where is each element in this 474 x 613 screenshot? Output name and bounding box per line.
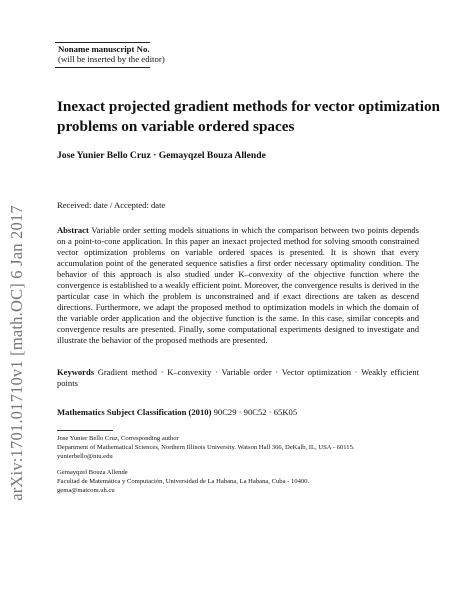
msc-label: Mathematics Subject Classification (2010) <box>57 407 212 417</box>
manuscript-note: (will be inserted by the editor) <box>58 54 165 65</box>
author2-name: Gemayqzel Bouza Allende <box>57 469 128 476</box>
manuscript-bottom-rule <box>55 67 150 68</box>
manuscript-top-rule <box>55 42 150 43</box>
footnotes <box>57 434 402 495</box>
footnote-rule <box>57 430 113 431</box>
arxiv-id: arXiv:1701.01710v1 [math.OC] 6 Jan 2017 <box>7 205 26 501</box>
paper-authors: Jose Yunier Bello Cruz · Gemayqzel Bouza Allende <box>57 150 266 161</box>
msc-codes: 90C29 · 90C52 · 65K05 <box>213 407 298 417</box>
abstract-text: Variable order setting models situations in which the comparison between two points depends on a point-to-cone application. In this paper an inexact projected method for solving smooth constrained vector optimization problems on variable ordered spaces is presented. It is shown that every accumulation point of the generated sequence satisfies a first order necessary optimality condition. The behavior of this approach is also studied under K–convexity of the objective function where the convergence is established to a weakly efficient point. Moreover, the convergence results is derived in the particular case in which the problem is unconstrained and if exact directions are taken as descend directions. Furthermore, we adapt the proposed method to optimization models in which the domain of the variable order application and the objective function is the same. In this case, similar concepts and convergence results are presented. Finally, some computational experiments designed to investigate and illustrate the behavior of the proposed methods are presented. <box>57 225 420 346</box>
keywords-text: Gradient method · K–convexity · Variable order · Vector optimization · Weakly efficient points <box>57 367 419 389</box>
msc-classification <box>57 407 297 417</box>
received-dates: Received: date / Accepted: date <box>57 200 166 210</box>
author1-name: Jose Yunier Bello Cruz, Corresponding author <box>57 435 179 442</box>
manuscript-number: Noname manuscript No. <box>58 44 150 54</box>
paper-title: Inexact projected gradient methods for vector optimization problems on variable ordered spaces <box>57 98 440 135</box>
arxiv-sidebar-stamp <box>6 138 28 568</box>
manuscript-box <box>58 44 165 65</box>
abstract-label: Abstract <box>57 225 89 235</box>
abstract <box>57 225 419 347</box>
author2-email: gema@matcom.uh.cu <box>57 487 115 494</box>
author1-affiliation: Department of Mathematical Sciences, Northern Illinois University. Watson Hall 366, DeKalb, IL, USA - 60115. <box>57 444 355 451</box>
keywords-label: Keywords <box>57 367 95 377</box>
author1-email: yunierbello@niu.edu <box>57 453 113 460</box>
keywords <box>57 367 419 389</box>
author2-affiliation: Facultad de Matemática y Computación, Universidad de La Habana, La Habana, Cuba - 10400. <box>57 478 310 485</box>
